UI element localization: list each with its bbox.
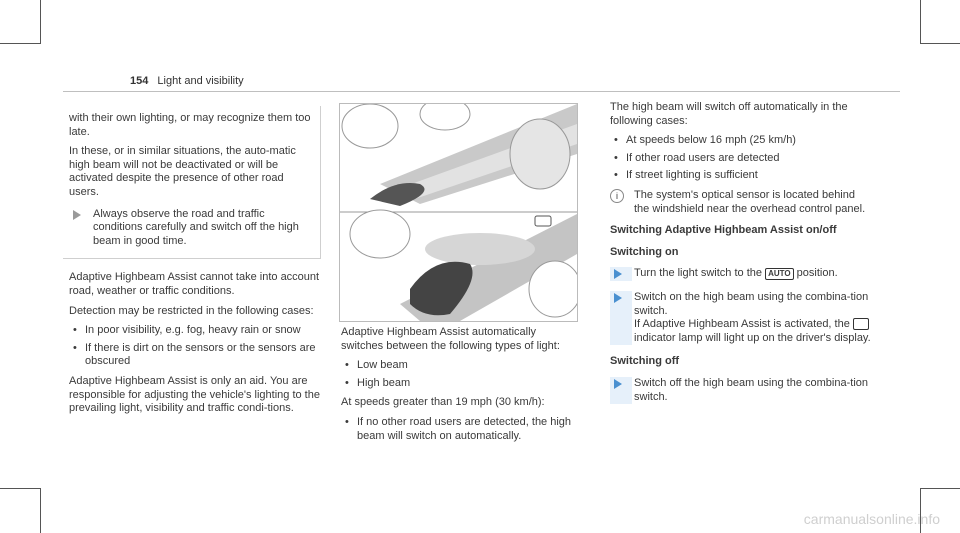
page-number: 154 (130, 75, 149, 87)
paragraph: Adaptive Highbeam Assist cannot take into account road, weather or traffic conditions. (69, 271, 320, 297)
step (610, 377, 872, 404)
step-text: Switch on the high beam using the combina-tion switch. (634, 290, 869, 317)
highbeam-assist-icon (853, 318, 869, 330)
paragraph: Detection may be restricted in the following cases: (69, 304, 314, 317)
headlight-illustration (340, 104, 577, 321)
subheading-switching-on: Switching on (610, 245, 679, 258)
warning-item (69, 208, 312, 249)
crop-mark (0, 43, 40, 44)
column-1 (63, 106, 321, 422)
arrow-icon (73, 210, 81, 220)
column-2 (341, 326, 581, 449)
bullet-list (341, 416, 581, 443)
subheading-switching-off: Switching off (610, 355, 680, 368)
step-arrow-icon (614, 293, 622, 303)
paragraph: The high beam will switch off automatically in the following cases: (610, 101, 848, 127)
step-text: Turn the light switch to the (634, 267, 762, 280)
step (610, 291, 872, 345)
crop-mark (40, 488, 41, 533)
section-heading: Switching Adaptive Highbeam Assist on/off (610, 224, 837, 237)
section-title: Light and visibility (157, 75, 244, 87)
crop-mark (920, 488, 960, 489)
step (610, 267, 872, 281)
list-item: • If no other road users are detected, the high beam will switch on automatically. (341, 416, 581, 443)
bullet-list (610, 134, 872, 183)
crop-mark (0, 488, 40, 489)
paragraph: Adaptive Highbeam Assist automatically switches between the following types of light: (341, 326, 560, 352)
step-arrow-icon (614, 269, 622, 279)
paragraph: At speeds greater than 19 mph (30 km/h): (341, 396, 545, 409)
note-text: The system's optical sensor is located behind the windshield near the overhead control panel. (634, 188, 866, 215)
paragraph: with their own lighting, or may recognize them too late. (69, 112, 311, 138)
paragraph: In these, or in similar situations, the auto-matic high beam will not be deactivated or will be activated despite the presence of other road users. (69, 145, 296, 198)
step-text: If Adaptive Highbeam Assist is activated, the (634, 318, 850, 331)
step-text: indicator lamp will light up on the driver's display. (634, 331, 871, 344)
list-item: • High beam (341, 377, 581, 391)
note (610, 189, 872, 216)
crop-mark (920, 43, 960, 44)
warning-box (63, 106, 321, 259)
info-icon: i (610, 189, 624, 203)
crop-mark (920, 0, 921, 44)
page-header (130, 75, 244, 87)
illustration-highbeam (339, 103, 578, 322)
crop-mark (40, 0, 41, 44)
bullet-list (341, 359, 581, 390)
bullet-list (69, 324, 321, 369)
footer-watermark: carmanualsonline.info (803, 511, 940, 527)
list-item: • In poor visibility, e.g. fog, heavy rain or snow (69, 324, 321, 338)
step-arrow-icon (614, 379, 622, 389)
list-item: • If other road users are detected (610, 152, 872, 166)
list-item: • If there is dirt on the sensors or the sensors are obscured (69, 342, 321, 369)
list-item: • If street lighting is sufficient (610, 169, 872, 183)
list-item: • At speeds below 16 mph (25 km/h) (610, 134, 872, 148)
auto-icon: AUTO (765, 268, 794, 280)
header-rule (63, 91, 900, 92)
step-text: position. (796, 267, 838, 280)
paragraph: Adaptive Highbeam Assist is only an aid. You are responsible for adjusting the vehicle's lighting to the prevailing light, visibility and traffic condi-tions. (69, 374, 320, 415)
warning-text: Always observe the road and traffic conditions carefully and switch off the high beam in good time. (93, 207, 299, 247)
list-item: • Low beam (341, 359, 581, 373)
step-text: Switch off the high beam using the combina-tion switch. (634, 376, 868, 403)
column-3 (610, 101, 872, 414)
